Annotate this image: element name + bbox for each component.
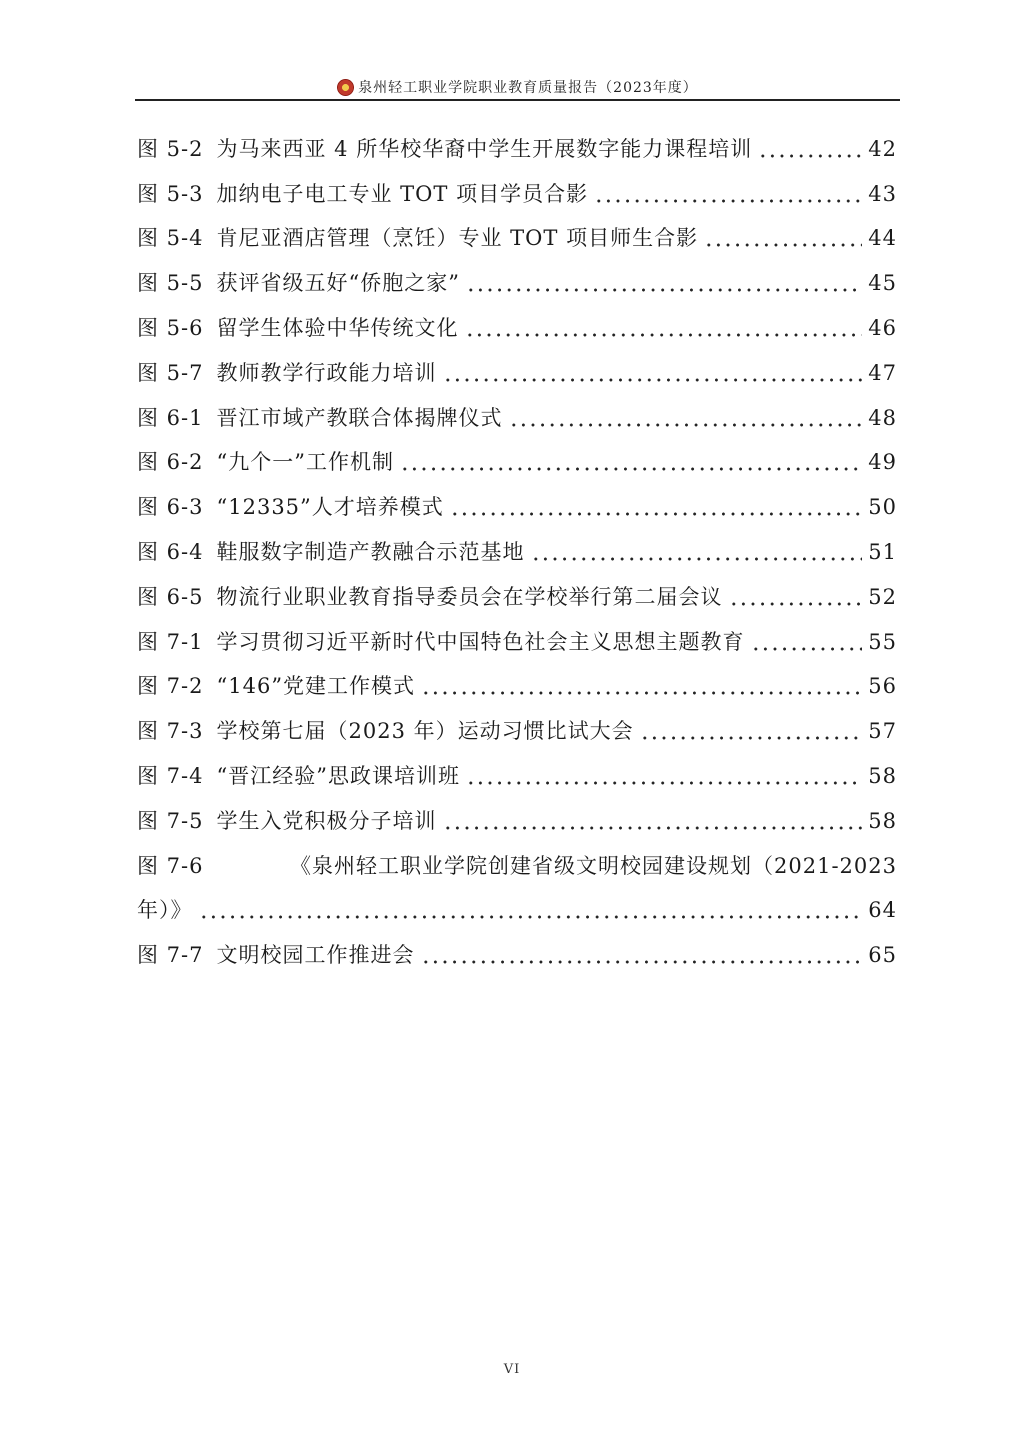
entry-number: 图 7-3 xyxy=(137,719,204,744)
entry-number: 图 7-7 xyxy=(137,943,204,968)
entry-page: 58 xyxy=(868,764,897,789)
school-logo-icon xyxy=(337,79,354,96)
entry-number: 图 7-1 xyxy=(137,629,204,654)
entry-title: 鞋服数字制造产教融合示范基地 xyxy=(216,540,525,565)
toc-entry[interactable] xyxy=(137,575,897,620)
entry-number: 图 6-2 xyxy=(137,450,204,475)
toc-entry[interactable] xyxy=(137,306,897,351)
entry-title: “九个一”工作机制 xyxy=(216,450,394,475)
entry-number: 图 5-7 xyxy=(137,360,204,385)
entry-title: 肯尼亚酒店管理（烹饪）专业 TOT 项目师生合影 xyxy=(216,226,699,251)
dot-leader xyxy=(751,646,863,652)
entry-title: “146”党建工作模式 xyxy=(216,674,416,699)
entry-number: 图 6-1 xyxy=(137,405,204,430)
entry-title: 获评省级五好“侨胞之家” xyxy=(216,271,460,296)
toc-entry[interactable] xyxy=(137,351,897,396)
dot-leader xyxy=(400,466,862,472)
entry-page: 48 xyxy=(868,405,897,430)
entry-page: 65 xyxy=(868,943,897,968)
entry-page: 43 xyxy=(868,181,897,206)
entry-page: 55 xyxy=(868,629,897,654)
entry-title: 晋江市域产教联合体揭牌仪式 xyxy=(216,405,503,430)
entry-page: 45 xyxy=(868,271,897,296)
dot-leader xyxy=(466,780,862,786)
dot-leader xyxy=(640,735,863,741)
entry-number: 图 5-6 xyxy=(137,316,204,341)
entry-number: 图 6-3 xyxy=(137,495,204,520)
dot-leader xyxy=(509,422,863,428)
entry-page: 52 xyxy=(868,584,897,609)
entry-number: 图 7-5 xyxy=(137,808,204,833)
entry-page: 44 xyxy=(868,226,897,251)
entry-number: 图 6-4 xyxy=(137,540,204,565)
entry-number: 图 6-5 xyxy=(137,584,204,609)
entry-page: 58 xyxy=(868,808,897,833)
toc-entry[interactable] xyxy=(137,844,897,889)
figure-list xyxy=(137,127,897,978)
entry-number: 图 5-3 xyxy=(137,181,204,206)
toc-entry[interactable] xyxy=(137,799,897,844)
header-rule xyxy=(135,99,900,101)
entry-page: 57 xyxy=(868,719,897,744)
toc-entry[interactable] xyxy=(137,530,897,575)
entry-title: 物流行业职业教育指导委员会在学校举行第二届会议 xyxy=(216,584,723,609)
dot-leader xyxy=(450,511,862,517)
dot-leader xyxy=(421,959,863,965)
dot-leader xyxy=(758,153,862,159)
entry-title: 教师教学行政能力培训 xyxy=(216,360,437,385)
entry-page: 42 xyxy=(868,136,897,161)
toc-entry[interactable] xyxy=(137,127,897,172)
dot-leader xyxy=(704,242,862,248)
dot-leader xyxy=(594,198,862,204)
entry-title: 留学生体验中华传统文化 xyxy=(216,316,459,341)
entry-number: 图 5-5 xyxy=(137,271,204,296)
entry-title: 学校第七届（2023 年）运动习惯比试大会 xyxy=(216,719,634,744)
entry-number: 图 5-2 xyxy=(137,136,204,161)
entry-page: 56 xyxy=(868,674,897,699)
toc-entry[interactable] xyxy=(137,217,897,262)
entry-title: 学习贯彻习近平新时代中国特色社会主义思想主题教育 xyxy=(216,629,745,654)
dot-leader xyxy=(443,377,863,383)
entry-title: “晋江经验”思政课培训班 xyxy=(216,764,460,789)
entry-title: “12335”人才培养模式 xyxy=(216,495,444,520)
dot-leader xyxy=(199,914,863,920)
entry-page: 50 xyxy=(868,495,897,520)
toc-entry[interactable] xyxy=(137,396,897,441)
page-number: VI xyxy=(503,1362,521,1377)
toc-entry[interactable] xyxy=(137,709,897,754)
toc-entry[interactable] xyxy=(137,933,897,978)
entry-title: 《泉州轻工职业学院创建省级文明校园建设规划（2021-2023 xyxy=(290,853,897,878)
toc-entry[interactable] xyxy=(137,665,897,710)
entry-title: 加纳电子电工专业 TOT 项目学员合影 xyxy=(216,181,589,206)
toc-entry[interactable] xyxy=(137,485,897,530)
toc-entry[interactable] xyxy=(137,172,897,217)
entry-title-continuation: 年）》 xyxy=(137,898,193,923)
page-header xyxy=(135,74,900,100)
dot-leader xyxy=(729,601,863,607)
entry-page: 46 xyxy=(868,316,897,341)
toc-entry-continuation[interactable] xyxy=(137,889,897,934)
entry-title: 文明校园工作推进会 xyxy=(216,943,415,968)
entry-number: 图 7-2 xyxy=(137,674,204,699)
entry-title: 学生入党积极分子培训 xyxy=(216,808,437,833)
entry-number: 图 5-4 xyxy=(137,226,204,251)
header-title: 泉州轻工职业学院职业教育质量报告（2023年度） xyxy=(358,80,698,96)
entry-page: 49 xyxy=(868,450,897,475)
entry-title: 为马来西亚 4 所华校华裔中学生开展数字能力课程培训 xyxy=(216,136,753,161)
dot-leader xyxy=(531,556,863,562)
entry-page: 51 xyxy=(868,540,897,565)
entry-page: 47 xyxy=(868,360,897,385)
toc-entry[interactable] xyxy=(137,441,897,486)
entry-number: 图 7-6 xyxy=(137,853,204,878)
entry-number: 图 7-4 xyxy=(137,764,204,789)
dot-leader xyxy=(421,690,862,696)
dot-leader xyxy=(443,825,863,831)
toc-entry[interactable] xyxy=(137,620,897,665)
dot-leader xyxy=(466,287,862,293)
entry-page: 64 xyxy=(868,898,897,923)
dot-leader xyxy=(465,332,863,338)
toc-entry[interactable] xyxy=(137,754,897,799)
toc-entry[interactable] xyxy=(137,261,897,306)
